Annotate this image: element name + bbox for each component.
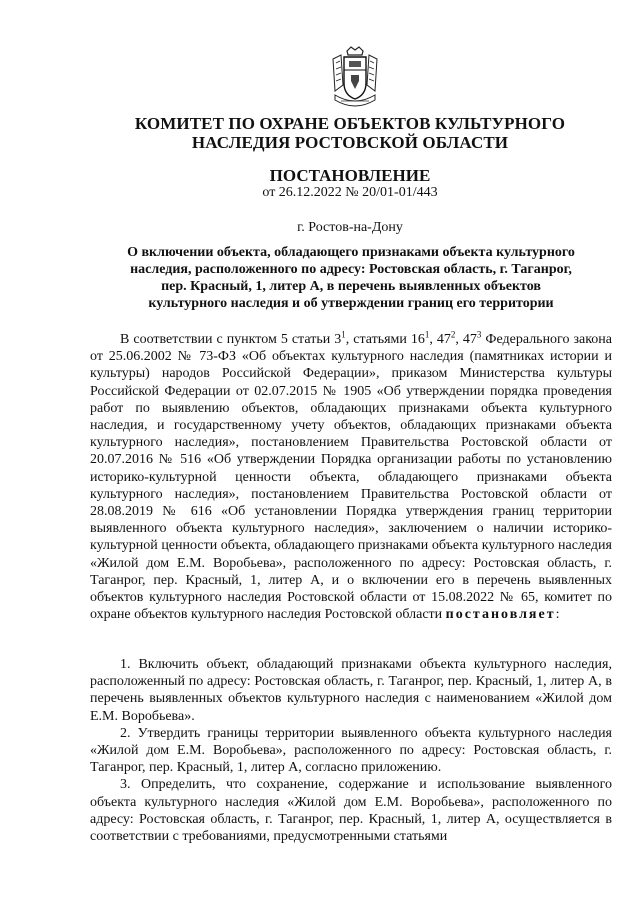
superscript: 1: [341, 329, 346, 340]
coat-of-arms-icon: [327, 45, 383, 113]
organization-name-line1: КОМИТЕТ ПО ОХРАНЕ ОБЪЕКТОВ КУЛЬТУРНОГО: [134, 114, 566, 133]
organization-name: [80, 114, 620, 152]
superscript: 1: [424, 329, 430, 340]
preamble-text: , 47: [455, 332, 477, 347]
preamble-text: Федерального закона от 25.06.2002 № 73-ФЗ «Об объектах культурного наследия (памятниках истории и культуры) народов Российской Федерации», приказом Министерства культуры Российской Федерации от 02.07.2015 № 1905 «Об утверждении порядка проведения работ по выявлению объектов, обладающих признаками объекта культурного наследия, и государственному учету объектов, обладающих признаками объекта культурного наследия», постановлением Правительства Ростовской области от 20.07.2016 № 516 «Об утверждении Порядка организации работы по установлению историко-культурной ценности объекта, обладающего признаками объекта культурного наследия», постановлением Правительства Ростовской области от 28.08.2019 № 616 «Об установлении Порядка утверждения границ территории выявленного объекта культурного наследия», заключением о наличии историко-культурной ценности объекта, обладающего признаками объекта культурного наследия «Жилой дом Е.М. Воробьева», расположенного по адресу: Ростовская область, г. Таганрог, пер. Красный, 1, литер А, и о включении его в перечень выявленных объектов культурного наследия Ростовской области от 15.08.2022 № 65, комитет по охране объектов культурного наследия Ростовской области: [90, 332, 613, 623]
subject-line: наследия, расположенного по адресу: Ростовская область, г. Таганрог,: [130, 262, 572, 277]
superscript: 3: [476, 329, 482, 340]
superscript: 2: [450, 329, 456, 340]
document-type: ПОСТАНОВЛЕНИЕ: [269, 166, 431, 185]
document-subject: [110, 244, 592, 312]
subject-line: О включении объекта, обладающего признаками объекта культурного: [127, 245, 575, 260]
document-number: от 26.12.2022 № 20/01-01/443: [262, 185, 438, 200]
resolution-item: 1. Включить объект, обладающий признаками объекта культурного наследия, расположенный по адресу: Ростовская область, г. Таганрог, пер. Красный, 1, литер А, в перечень выявленных объектов культурного наследия с наименованием «Жилой дом Е.М. Воробьева».: [90, 657, 612, 724]
resolve-word: постановляет: [445, 607, 556, 623]
subject-line: пер. Красный, 1, литер А, в перечень выявленных объектов: [161, 279, 541, 294]
resolution-item: 2. Утвердить границы территории выявленного объекта культурного наследия «Жилой дом Е.М. Воробьева», расположенного по адресу: Ростовская область, г. Таганрог, пер. Красный, 1, литер А, согласно приложению.: [90, 725, 612, 776]
resolution-item: 3. Определить, что сохранение, содержание и использование выявленного объекта культурного наследия «Жилой дом Е.М. Воробьева», расположенного по адресу: Ростовская область, г. Таганрог, пер. Красный, 1, литер А, осуществляется в соответствии с требованиями, предусмотренными статьями: [90, 777, 612, 845]
organization-name-line2: НАСЛЕДИЯ РОСТОВСКОЙ ОБЛАСТИ: [191, 133, 509, 152]
preamble-paragraph: [90, 331, 612, 623]
preamble-text: , 47: [429, 332, 451, 347]
document-city: г. Ростов-на-Дону: [297, 220, 403, 235]
preamble-text: В соответствии с пунктом 5 статьи 3: [120, 332, 342, 347]
resolution-items: [90, 656, 612, 845]
preamble-colon: :: [555, 607, 560, 623]
preamble-text: , статьями 16: [345, 332, 425, 347]
subject-line: культурного наследия и об утверждении границ его территории: [148, 296, 554, 311]
